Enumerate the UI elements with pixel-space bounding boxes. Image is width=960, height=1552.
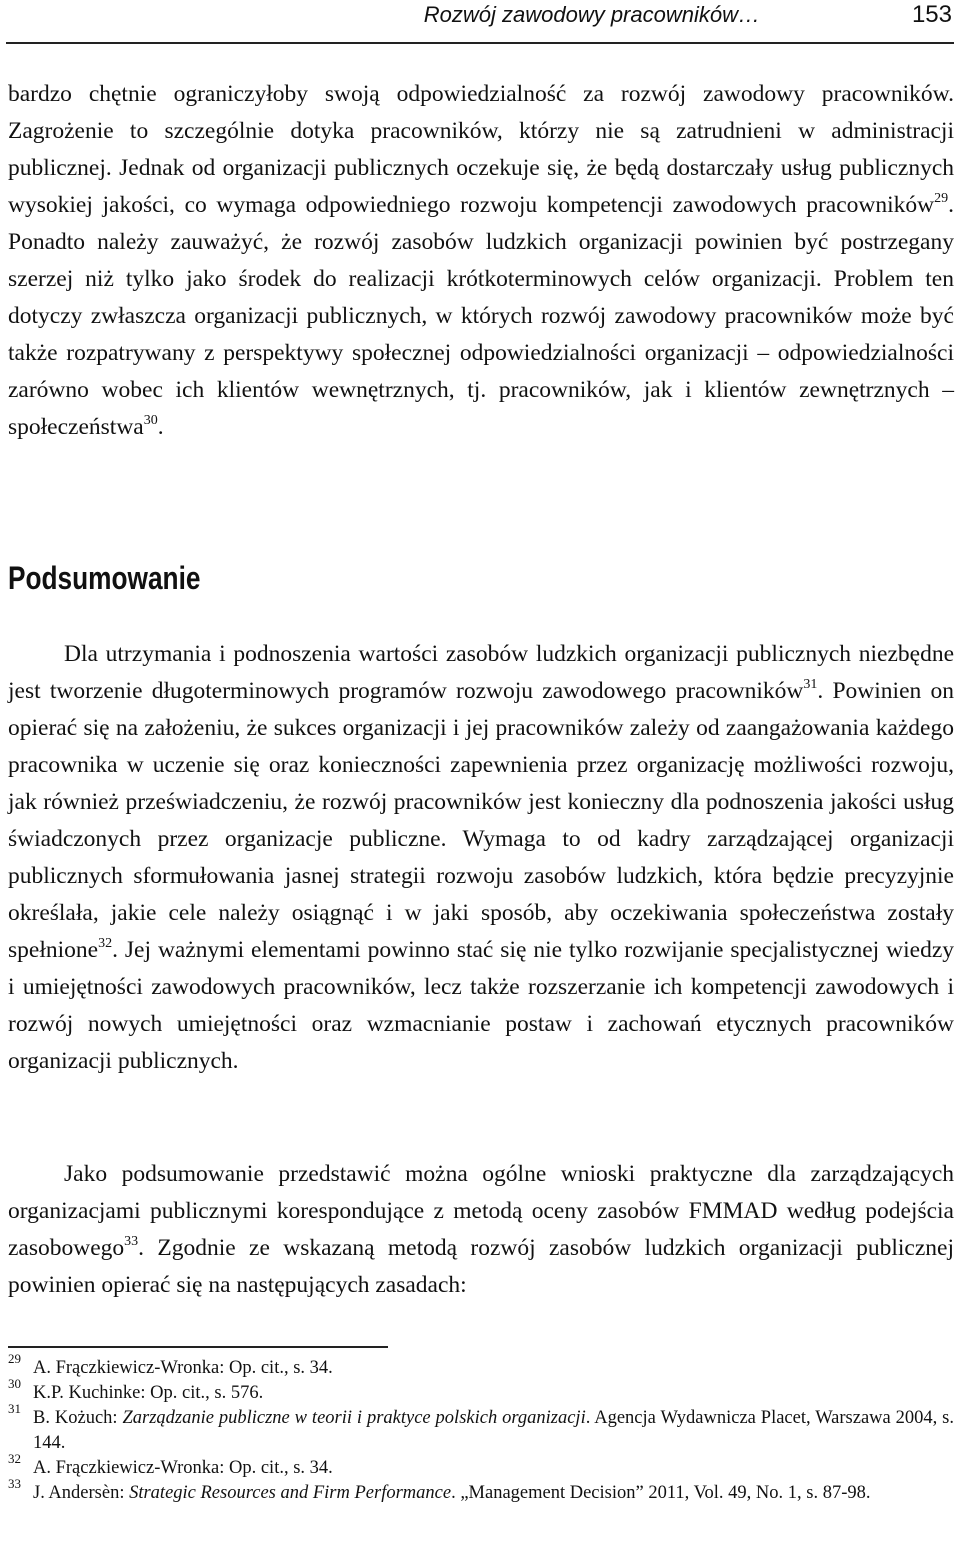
footnotes xyxy=(8,1351,955,1506)
footnote xyxy=(8,1401,955,1456)
page-header xyxy=(0,0,960,46)
footnote-title: Strategic Resources and Firm Performance xyxy=(129,1483,452,1503)
paragraph-1-text-a: bardzo chętnie ograniczyłoby swoją odpowiedzialność za rozwój zawodowy pracowników. Zagrożenie to szczególnie dotyka pracowników, którzy nie są zatrudnieni w administracji publicznej. Jednak od organizacji publicznych oczekuje się, że będą dostarczały usług publicznych wysokiej jakości, co wymaga odpowiedniego rozwoju kompetencji zawodowych pracowników xyxy=(8,81,954,218)
page-number: 153 xyxy=(911,1,952,28)
paragraph-2 xyxy=(8,636,954,1080)
footnote-number: 29 xyxy=(8,1351,21,1366)
footnote-author: B. Kożuch: xyxy=(33,1408,123,1428)
footnote-number: 31 xyxy=(8,1401,21,1416)
paragraph-2-text-c: . Jej ważnymi elementami powinno stać się nie tylko rozwijanie specjalistycznej wiedzy i umiejętności zawodowych pracowników, lecz także rozszerzanie ich kompetencji zawodowych i rozwój nowych umiejętności oraz wzmacnianie postaw i zachowań etycznych pracowników organizacji publicznych. xyxy=(8,937,954,1074)
footnote xyxy=(8,1376,954,1406)
paragraph-3-text-b: . Zgodnie ze wskazaną metodą rozwój zasobów ludzkich organizacji publicznej powinien opierać się na następujących zasadach: xyxy=(8,1235,954,1298)
footnote-number: 32 xyxy=(8,1451,21,1466)
footnote-number: 33 xyxy=(8,1476,21,1491)
footnote-ref-32[interactable]: 32 xyxy=(98,936,113,951)
paragraph-1-text-b: . Ponadto należy zauważyć, że rozwój zasobów ludzkich organizacji powinien być postrzegany szerzej niż tylko jako środek do realizacji krótkoterminowych celów organizacji. Problem ten dotyczy zwłaszcza organizacji publicznych, w których rozwój zawodowy pracowników może być także rozpatrywany z perspektywy społecznej odpowiedzialności organizacji – odpowiedzialności zarówno wobec ich klientów wewnętrznych, tj. pracowników, jak i klientów zewnętrznych – społeczeństwa xyxy=(8,192,954,440)
footnote-ref-33[interactable]: 33 xyxy=(124,1234,139,1249)
footnote-author: J. Andersèn: xyxy=(33,1483,130,1503)
paragraph-2-text-a: Dla utrzymania i podnoszenia wartości zasobów ludzkich organizacji publicznych niezbędne jest tworzenie długoterminowych programów rozwoju zawodowego pracowników xyxy=(8,641,954,704)
paragraph-3-text-a: Jako podsumowanie przedstawić można ogólne wnioski praktyczne dla zarządzających organizacjami publicznymi korespondujące z metodą oceny zasobów FMMAD według podejścia zasobowego xyxy=(8,1161,954,1261)
header-rule xyxy=(6,42,954,44)
footnote-ref-29[interactable]: 29 xyxy=(934,191,949,206)
footnote-ref-30[interactable]: 30 xyxy=(143,413,158,428)
footnote xyxy=(8,1476,954,1506)
paragraph-3 xyxy=(8,1156,954,1304)
footnote-title: Zarządzanie publiczne w teorii i praktyce polskich organizacji xyxy=(122,1408,586,1428)
footnote xyxy=(8,1351,954,1381)
paragraph-1 xyxy=(8,76,954,446)
footnote-separator xyxy=(8,1346,388,1348)
paragraph-2-text-b: . Powinien on opierać się na założeniu, że sukces organizacji i jej pracowników zależy od zaangażowania każdego pracownika w uczenie się oraz konieczności zapewnienia przez organizację możliwości rozwoju, jak również przeświadczeniu, że rozwój pracowników jest konieczny dla podnoszenia jakości usług świadczonych przez organizacje publiczne. Wymaga to od kadry zarządzającej organizacji publicznych sformułowania jasnej strategii rozwoju zasobów ludzkich, która będzie precyzyjnie określała, jakie cele należy osiągnąć i w jaki sposób, aby oczekiwania społeczeństwa zostały spełnione xyxy=(8,678,954,963)
footnote-number: 30 xyxy=(8,1376,21,1391)
section-heading: Podsumowanie xyxy=(8,560,201,596)
footnote-text: K.P. Kuchinke: Op. cit., s. 576. xyxy=(33,1383,264,1403)
footnote-text: A. Frączkiewicz-Wronka: Op. cit., s. 34. xyxy=(33,1358,333,1378)
paragraph-1-text-c: . xyxy=(157,414,164,440)
footnote-publication: . Agencja Wydawnicza Placet, Warszawa 2004, s. 144. xyxy=(33,1408,955,1453)
running-title: Rozwój zawodowy pracowników… xyxy=(423,2,760,27)
footnote-text: A. Frączkiewicz-Wronka: Op. cit., s. 34. xyxy=(33,1458,333,1478)
footnote-publication: . „Management Decision” 2011, Vol. 49, No. 1, s. 87-98. xyxy=(451,1483,871,1503)
footnote-ref-31[interactable]: 31 xyxy=(803,677,818,692)
footnote xyxy=(8,1451,954,1481)
